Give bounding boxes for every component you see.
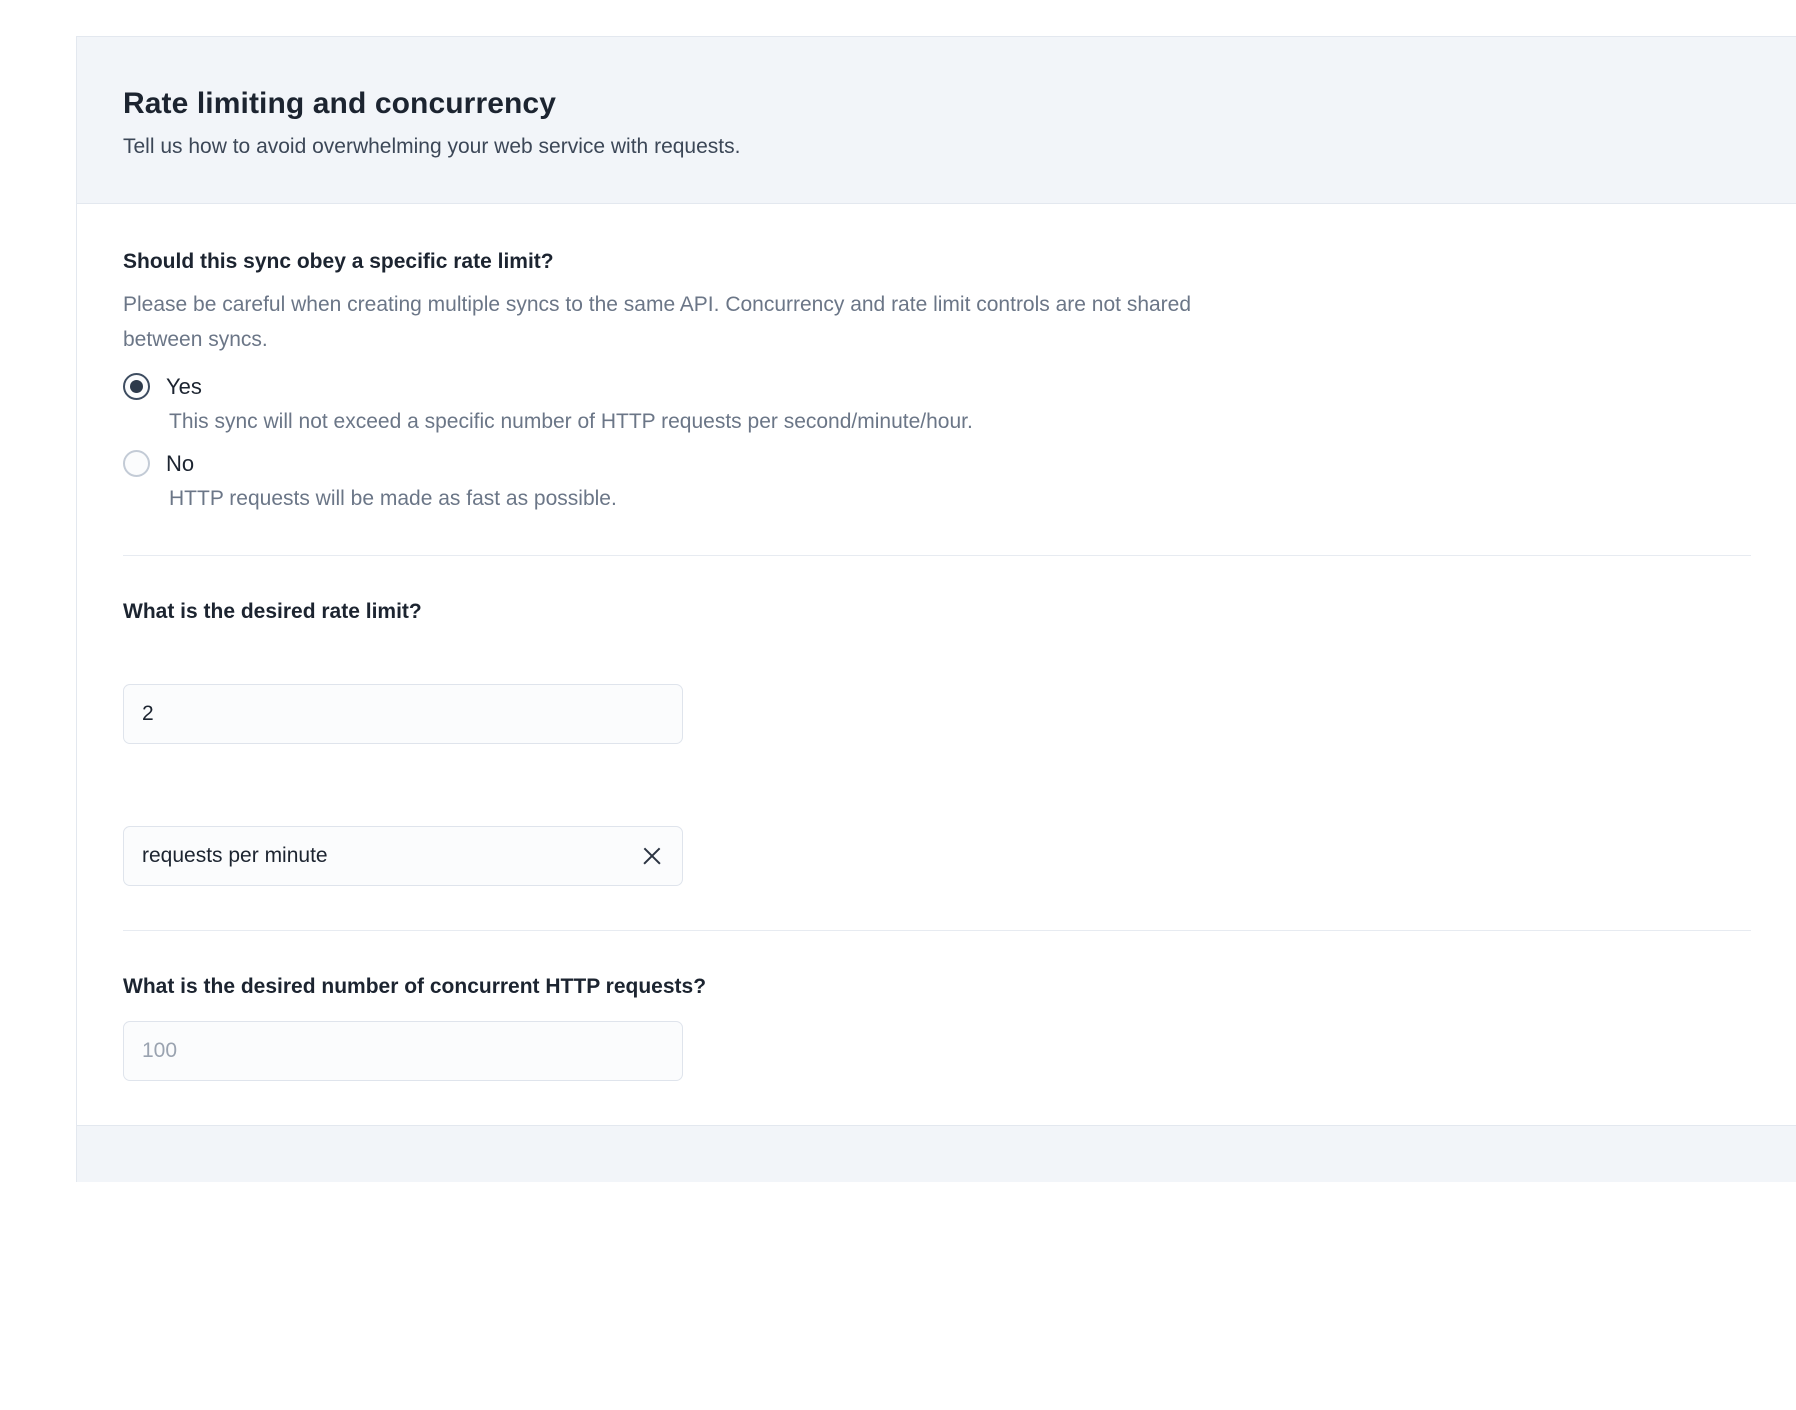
card-footer — [77, 1125, 1796, 1182]
radio-yes-icon[interactable] — [123, 373, 150, 400]
radio-no-description: HTTP requests will be made as fast as possible. — [169, 487, 617, 511]
spacer — [123, 638, 1751, 684]
concurrency-label: What is the desired number of concurrent HTTP requests? — [123, 975, 707, 999]
radio-no-label: No — [166, 450, 195, 476]
rate-limit-question-label: Should this sync obey a specific rate limit? — [123, 250, 554, 273]
page-title: Rate limiting and concurrency — [123, 87, 556, 120]
rate-limit-question-group — [123, 250, 1751, 511]
rate-limit-unit-value: requests per minute — [142, 844, 328, 868]
card-subtitle: Tell us how to avoid overwhelming your web service with requests. — [123, 135, 741, 158]
close-icon[interactable] — [640, 844, 664, 868]
card-header — [77, 37, 1796, 204]
rate-limiting-card — [76, 36, 1796, 1182]
radio-no-icon[interactable] — [123, 450, 150, 477]
concurrency-group — [123, 931, 1751, 1081]
radio-option-no[interactable] — [123, 450, 1751, 477]
radio-yes-description: This sync will not exceed a specific number of HTTP requests per second/minute/hour. — [169, 410, 973, 434]
concurrency-input[interactable] — [123, 1021, 683, 1081]
radio-yes-label: Yes — [166, 373, 202, 399]
rate-limit-value-group — [123, 556, 1751, 886]
rate-limit-value-label: What is the desired rate limit? — [123, 600, 422, 624]
spacer — [123, 790, 1751, 826]
spacer — [123, 744, 1751, 790]
rate-limit-amount-input[interactable] — [123, 684, 683, 744]
radio-option-yes[interactable] — [123, 373, 1751, 400]
rate-limit-question-help: Please be careful when creating multiple syncs to the same API. Concurrency and rate limit controls are not shared between syncs. — [123, 293, 1192, 351]
card-body — [77, 204, 1796, 1125]
rate-limit-unit-select[interactable] — [123, 826, 683, 886]
